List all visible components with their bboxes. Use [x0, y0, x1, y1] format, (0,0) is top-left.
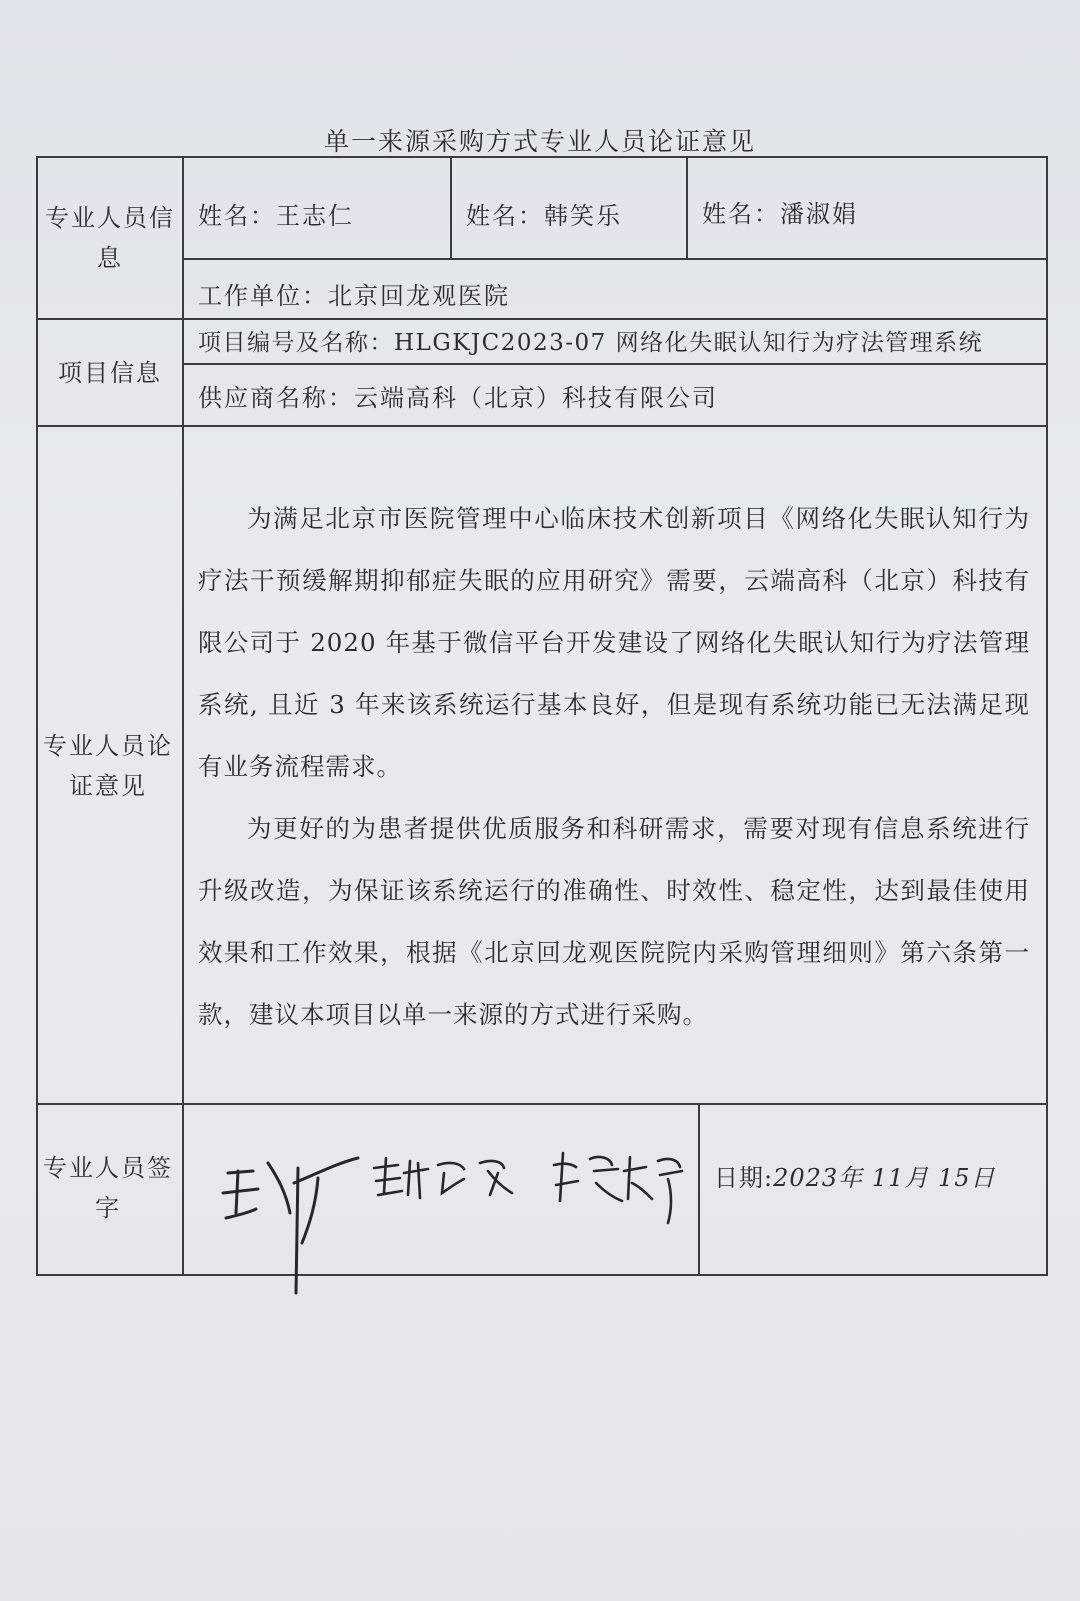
expert-name-1: 姓名：王志仁 [198, 202, 354, 230]
document-title: 单一来源采购方式专业人员论证意见 [323, 127, 756, 156]
opinion-label: 专业人员论证意见 [43, 732, 173, 800]
row-divider [38, 425, 1048, 427]
signature-3 [554, 1153, 682, 1223]
column-divider [450, 158, 452, 258]
column-divider [182, 158, 184, 1276]
form-table [36, 156, 1048, 1276]
signature-2 [374, 1158, 512, 1198]
column-divider [686, 158, 688, 258]
project-number-name: 项目编号及名称：HLGKJC2023-07 网络化失眠认知行为疗法管理系统 [198, 330, 984, 356]
column-divider [698, 1103, 700, 1276]
date-value: 2023年 11月 15日 [773, 1164, 996, 1192]
supplier-name: 供应商名称：云端高科（北京）科技有限公司 [198, 384, 718, 412]
opinion-paragraph-1: 为满足北京市医院管理中心临床技术创新项目《网络化失眠认知行为疗法干预缓解期抑郁症失眠的应用研究》需要，云端高科（北京）科技有限公司于 2020 年基于微信平台开发建设了网络化失眠认知行为疗法管理系统, 且近 3 年来该系统运行基本良好，但是现有系统功能已无法满足现有业务流程需求。 [198, 504, 1030, 781]
work-unit: 工作单位：北京回龙观医院 [198, 282, 510, 310]
row-divider [38, 318, 1048, 320]
signature-1 [223, 1158, 358, 1293]
handwritten-signatures [198, 1123, 698, 1323]
sign-date [714, 1158, 996, 1193]
signature-label: 专业人员签字 [43, 1154, 173, 1222]
date-label: 日期: [714, 1164, 774, 1192]
signature-scribbles [198, 1123, 698, 1323]
row-divider [182, 363, 1048, 365]
expert-name-3: 姓名：潘淑娟 [702, 200, 858, 228]
expert-name-2: 姓名：韩笑乐 [466, 202, 622, 230]
opinion-text [198, 488, 1030, 1046]
expert-info-label: 专业人员信息 [45, 204, 175, 272]
row-divider [38, 1103, 1048, 1105]
opinion-paragraph-2: 为更好的为患者提供优质服务和科研需求，需要对现有信息系统进行升级改造，为保证该系统运行的准确性、时效性、稳定性，达到最佳使用效果和工作效果，根据《北京回龙观医院院内采购管理细则》第六条第一款，建议本项目以单一来源的方式进行采购。 [198, 814, 1030, 1029]
row-divider [182, 258, 1048, 260]
project-info-label: 项目信息 [58, 359, 162, 387]
